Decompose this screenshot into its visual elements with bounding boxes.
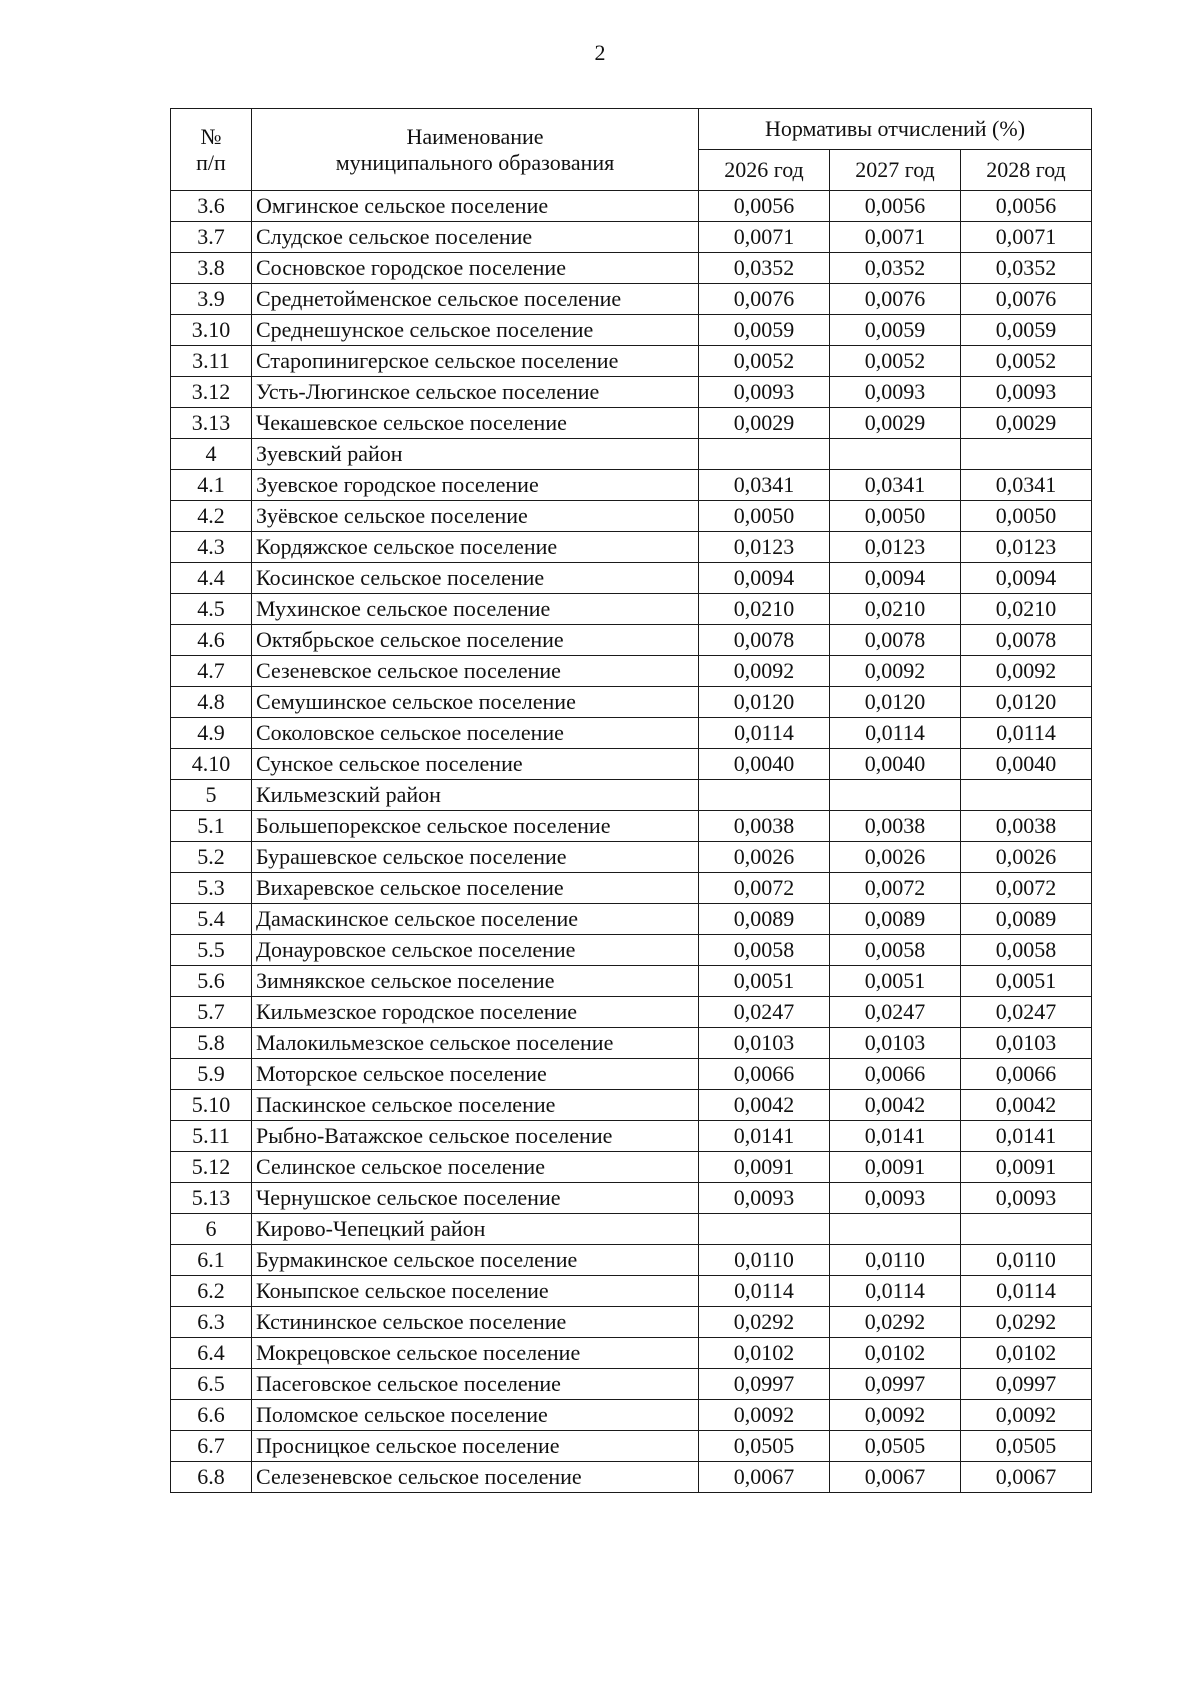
row-value-2028: 0,0050 bbox=[961, 501, 1092, 532]
row-value-2027: 0,0059 bbox=[830, 315, 961, 346]
table-row bbox=[171, 594, 1092, 625]
row-municipality-name: Зимнякское сельское поселение bbox=[252, 966, 699, 997]
table-row bbox=[171, 470, 1092, 501]
row-value-2026: 0,0103 bbox=[699, 1028, 830, 1059]
row-value-2028: 0,0094 bbox=[961, 563, 1092, 594]
row-value-2027: 0,0997 bbox=[830, 1369, 961, 1400]
row-value-2027: 0,0292 bbox=[830, 1307, 961, 1338]
table-row bbox=[171, 904, 1092, 935]
row-value-2027: 0,0110 bbox=[830, 1245, 961, 1276]
row-value-2027: 0,0093 bbox=[830, 1183, 961, 1214]
table-row bbox=[171, 1338, 1092, 1369]
row-value-2027: 0,0120 bbox=[830, 687, 961, 718]
row-number: 5.1 bbox=[171, 811, 252, 842]
table-row bbox=[171, 1276, 1092, 1307]
row-number: 4.9 bbox=[171, 718, 252, 749]
table-row bbox=[171, 935, 1092, 966]
row-municipality-name: Среднетойменское сельское поселение bbox=[252, 284, 699, 315]
row-number: 4 bbox=[171, 439, 252, 470]
row-municipality-name: Сезеневское сельское поселение bbox=[252, 656, 699, 687]
row-municipality-name: Моторское сельское поселение bbox=[252, 1059, 699, 1090]
row-value-2027: 0,0092 bbox=[830, 1400, 961, 1431]
row-value-2026: 0,0341 bbox=[699, 470, 830, 501]
row-municipality-name: Мухинское сельское поселение bbox=[252, 594, 699, 625]
row-value-2027: 0,0093 bbox=[830, 377, 961, 408]
row-number: 3.13 bbox=[171, 408, 252, 439]
row-municipality-name: Зуёвское сельское поселение bbox=[252, 501, 699, 532]
row-number: 6.8 bbox=[171, 1462, 252, 1493]
row-value-2027: 0,0040 bbox=[830, 749, 961, 780]
row-value-2027: 0,0091 bbox=[830, 1152, 961, 1183]
row-value-2028: 0,0092 bbox=[961, 656, 1092, 687]
table-row bbox=[171, 780, 1092, 811]
header-year-2027: 2027 год bbox=[830, 150, 961, 191]
row-value-2027: 0,0341 bbox=[830, 470, 961, 501]
table-row bbox=[171, 718, 1092, 749]
row-number: 6.5 bbox=[171, 1369, 252, 1400]
row-value-2026: 0,0110 bbox=[699, 1245, 830, 1276]
table-row bbox=[171, 656, 1092, 687]
row-number: 5.11 bbox=[171, 1121, 252, 1152]
row-municipality-name: Малокильмезское сельское поселение bbox=[252, 1028, 699, 1059]
row-municipality-name: Соколовское сельское поселение bbox=[252, 718, 699, 749]
row-municipality-name: Старопинигерское сельское поселение bbox=[252, 346, 699, 377]
row-municipality-name: Зуевский район bbox=[252, 439, 699, 470]
row-number: 3.8 bbox=[171, 253, 252, 284]
row-number: 4.3 bbox=[171, 532, 252, 563]
row-value-2027: 0,0114 bbox=[830, 1276, 961, 1307]
row-value-2027: 0,0038 bbox=[830, 811, 961, 842]
row-value-2028: 0,0038 bbox=[961, 811, 1092, 842]
row-municipality-name: Поломское сельское поселение bbox=[252, 1400, 699, 1431]
table-row bbox=[171, 997, 1092, 1028]
row-number: 5.12 bbox=[171, 1152, 252, 1183]
row-municipality-name: Сунское сельское поселение bbox=[252, 749, 699, 780]
row-value-2026: 0,0052 bbox=[699, 346, 830, 377]
row-value-2026: 0,0292 bbox=[699, 1307, 830, 1338]
row-value-2026: 0,0997 bbox=[699, 1369, 830, 1400]
row-number: 4.4 bbox=[171, 563, 252, 594]
row-number: 6.7 bbox=[171, 1431, 252, 1462]
table-row bbox=[171, 1245, 1092, 1276]
row-value-2028: 0,0076 bbox=[961, 284, 1092, 315]
row-value-2028: 0,0210 bbox=[961, 594, 1092, 625]
table-row bbox=[171, 687, 1092, 718]
row-value-2026: 0,0102 bbox=[699, 1338, 830, 1369]
norms-table bbox=[170, 108, 1092, 1493]
table-row bbox=[171, 408, 1092, 439]
row-municipality-name: Большепорекское сельское поселение bbox=[252, 811, 699, 842]
row-value-2027: 0,0076 bbox=[830, 284, 961, 315]
row-value-2027: 0,0210 bbox=[830, 594, 961, 625]
row-value-2026: 0,0092 bbox=[699, 1400, 830, 1431]
row-municipality-name: Просницкое сельское поселение bbox=[252, 1431, 699, 1462]
row-value-2027: 0,0103 bbox=[830, 1028, 961, 1059]
row-value-2026: 0,0050 bbox=[699, 501, 830, 532]
row-number: 3.12 bbox=[171, 377, 252, 408]
row-value-2028: 0,0292 bbox=[961, 1307, 1092, 1338]
row-value-2028 bbox=[961, 1214, 1092, 1245]
row-value-2027: 0,0141 bbox=[830, 1121, 961, 1152]
row-value-2026: 0,0123 bbox=[699, 532, 830, 563]
row-value-2028: 0,0026 bbox=[961, 842, 1092, 873]
row-value-2026: 0,0092 bbox=[699, 656, 830, 687]
row-number: 3.6 bbox=[171, 191, 252, 222]
row-value-2027: 0,0114 bbox=[830, 718, 961, 749]
row-value-2027: 0,0050 bbox=[830, 501, 961, 532]
row-municipality-name: Селезеневское сельское поселение bbox=[252, 1462, 699, 1493]
row-value-2028: 0,0102 bbox=[961, 1338, 1092, 1369]
row-number: 5.7 bbox=[171, 997, 252, 1028]
header-year-2028: 2028 год bbox=[961, 150, 1092, 191]
row-value-2026: 0,0066 bbox=[699, 1059, 830, 1090]
row-value-2027 bbox=[830, 439, 961, 470]
row-value-2027: 0,0066 bbox=[830, 1059, 961, 1090]
table-row bbox=[171, 749, 1092, 780]
row-number: 5.6 bbox=[171, 966, 252, 997]
table-row bbox=[171, 253, 1092, 284]
row-value-2026: 0,0026 bbox=[699, 842, 830, 873]
table-row bbox=[171, 1307, 1092, 1338]
row-municipality-name: Сосновское городское поселение bbox=[252, 253, 699, 284]
table-row bbox=[171, 1400, 1092, 1431]
row-municipality-name: Зуевское городское поселение bbox=[252, 470, 699, 501]
row-number: 6 bbox=[171, 1214, 252, 1245]
row-value-2028: 0,0093 bbox=[961, 1183, 1092, 1214]
header-name-line2: муниципального образования bbox=[335, 149, 615, 175]
row-municipality-name: Усть-Люгинское сельское поселение bbox=[252, 377, 699, 408]
header-number-line1: № bbox=[200, 123, 222, 149]
row-value-2028: 0,0091 bbox=[961, 1152, 1092, 1183]
row-value-2027: 0,0067 bbox=[830, 1462, 961, 1493]
table-row bbox=[171, 1431, 1092, 1462]
row-municipality-name: Паскинское сельское поселение bbox=[252, 1090, 699, 1121]
row-value-2027: 0,0071 bbox=[830, 222, 961, 253]
row-value-2026: 0,0042 bbox=[699, 1090, 830, 1121]
table-row bbox=[171, 563, 1092, 594]
row-municipality-name: Октябрьское сельское поселение bbox=[252, 625, 699, 656]
row-number: 6.2 bbox=[171, 1276, 252, 1307]
row-value-2026 bbox=[699, 1214, 830, 1245]
row-value-2026: 0,0093 bbox=[699, 377, 830, 408]
row-value-2026: 0,0094 bbox=[699, 563, 830, 594]
row-value-2027: 0,0026 bbox=[830, 842, 961, 873]
row-value-2028 bbox=[961, 439, 1092, 470]
row-value-2026: 0,0056 bbox=[699, 191, 830, 222]
row-number: 5.3 bbox=[171, 873, 252, 904]
table-row bbox=[171, 1028, 1092, 1059]
row-value-2026 bbox=[699, 780, 830, 811]
row-value-2028: 0,0058 bbox=[961, 935, 1092, 966]
header-year-2026: 2026 год bbox=[699, 150, 830, 191]
row-value-2026: 0,0091 bbox=[699, 1152, 830, 1183]
table-header bbox=[171, 109, 1092, 191]
header-number bbox=[171, 109, 252, 191]
row-value-2028: 0,0141 bbox=[961, 1121, 1092, 1152]
row-municipality-name: Косинское сельское поселение bbox=[252, 563, 699, 594]
row-municipality-name: Кильмезский район bbox=[252, 780, 699, 811]
row-municipality-name: Селинское сельское поселение bbox=[252, 1152, 699, 1183]
row-value-2027: 0,0094 bbox=[830, 563, 961, 594]
row-value-2028: 0,0247 bbox=[961, 997, 1092, 1028]
row-municipality-name: Чернушское сельское поселение bbox=[252, 1183, 699, 1214]
row-value-2028: 0,0103 bbox=[961, 1028, 1092, 1059]
row-value-2028: 0,0056 bbox=[961, 191, 1092, 222]
row-value-2026: 0,0076 bbox=[699, 284, 830, 315]
row-municipality-name: Кирово-Чепецкий район bbox=[252, 1214, 699, 1245]
row-value-2026: 0,0071 bbox=[699, 222, 830, 253]
row-municipality-name: Вихаревское сельское поселение bbox=[252, 873, 699, 904]
row-value-2027: 0,0078 bbox=[830, 625, 961, 656]
table-row bbox=[171, 439, 1092, 470]
row-value-2027: 0,0072 bbox=[830, 873, 961, 904]
row-value-2026: 0,0141 bbox=[699, 1121, 830, 1152]
row-value-2026: 0,0051 bbox=[699, 966, 830, 997]
table-row bbox=[171, 1090, 1092, 1121]
row-value-2028: 0,0078 bbox=[961, 625, 1092, 656]
row-municipality-name: Бурашевское сельское поселение bbox=[252, 842, 699, 873]
table-row bbox=[171, 1183, 1092, 1214]
row-number: 4.10 bbox=[171, 749, 252, 780]
row-number: 4.6 bbox=[171, 625, 252, 656]
header-name bbox=[252, 109, 699, 191]
row-number: 4.8 bbox=[171, 687, 252, 718]
row-value-2028: 0,0341 bbox=[961, 470, 1092, 501]
table-row bbox=[171, 966, 1092, 997]
row-value-2027 bbox=[830, 780, 961, 811]
row-value-2027: 0,0352 bbox=[830, 253, 961, 284]
row-value-2028: 0,0059 bbox=[961, 315, 1092, 346]
row-municipality-name: Семушинское сельское поселение bbox=[252, 687, 699, 718]
row-municipality-name: Среднешунское сельское поселение bbox=[252, 315, 699, 346]
row-value-2028: 0,0352 bbox=[961, 253, 1092, 284]
row-value-2028: 0,0029 bbox=[961, 408, 1092, 439]
row-municipality-name: Кордяжское сельское поселение bbox=[252, 532, 699, 563]
row-value-2026: 0,0352 bbox=[699, 253, 830, 284]
row-municipality-name: Кстининское сельское поселение bbox=[252, 1307, 699, 1338]
row-number: 6.3 bbox=[171, 1307, 252, 1338]
row-value-2027: 0,0052 bbox=[830, 346, 961, 377]
row-value-2027: 0,0029 bbox=[830, 408, 961, 439]
row-value-2028: 0,0040 bbox=[961, 749, 1092, 780]
table-row bbox=[171, 315, 1092, 346]
header-name-line1: Наименование bbox=[406, 123, 544, 149]
table-row bbox=[171, 191, 1092, 222]
table-row bbox=[171, 346, 1092, 377]
row-value-2026: 0,0120 bbox=[699, 687, 830, 718]
row-municipality-name: Рыбно-Ватажское сельское поселение bbox=[252, 1121, 699, 1152]
row-value-2028: 0,0066 bbox=[961, 1059, 1092, 1090]
row-value-2026: 0,0038 bbox=[699, 811, 830, 842]
row-number: 6.6 bbox=[171, 1400, 252, 1431]
row-value-2027: 0,0102 bbox=[830, 1338, 961, 1369]
row-value-2026: 0,0072 bbox=[699, 873, 830, 904]
row-number: 3.10 bbox=[171, 315, 252, 346]
row-value-2026: 0,0089 bbox=[699, 904, 830, 935]
row-number: 4.2 bbox=[171, 501, 252, 532]
row-value-2028: 0,0089 bbox=[961, 904, 1092, 935]
row-number: 5.2 bbox=[171, 842, 252, 873]
row-value-2026: 0,0029 bbox=[699, 408, 830, 439]
row-value-2028: 0,0120 bbox=[961, 687, 1092, 718]
row-value-2028: 0,0093 bbox=[961, 377, 1092, 408]
row-value-2027: 0,0089 bbox=[830, 904, 961, 935]
row-value-2026: 0,0059 bbox=[699, 315, 830, 346]
row-value-2028: 0,0072 bbox=[961, 873, 1092, 904]
row-value-2028: 0,0067 bbox=[961, 1462, 1092, 1493]
row-value-2027: 0,0051 bbox=[830, 966, 961, 997]
table-row bbox=[171, 222, 1092, 253]
row-number: 5.9 bbox=[171, 1059, 252, 1090]
row-value-2027: 0,0505 bbox=[830, 1431, 961, 1462]
table-body bbox=[171, 191, 1092, 1493]
row-number: 6.1 bbox=[171, 1245, 252, 1276]
row-municipality-name: Мокрецовское сельское поселение bbox=[252, 1338, 699, 1369]
row-municipality-name: Коныпское сельское поселение bbox=[252, 1276, 699, 1307]
page-number: 2 bbox=[594, 40, 606, 65]
table-row bbox=[171, 284, 1092, 315]
row-municipality-name: Омгинское сельское поселение bbox=[252, 191, 699, 222]
row-municipality-name: Кильмезское городское поселение bbox=[252, 997, 699, 1028]
row-value-2028: 0,0505 bbox=[961, 1431, 1092, 1462]
row-number: 4.7 bbox=[171, 656, 252, 687]
table-row bbox=[171, 1152, 1092, 1183]
row-value-2026 bbox=[699, 439, 830, 470]
row-value-2026: 0,0093 bbox=[699, 1183, 830, 1214]
row-number: 5 bbox=[171, 780, 252, 811]
table-row bbox=[171, 1214, 1092, 1245]
row-number: 4.5 bbox=[171, 594, 252, 625]
row-municipality-name: Бурмакинское сельское поселение bbox=[252, 1245, 699, 1276]
row-value-2028: 0,0051 bbox=[961, 966, 1092, 997]
row-number: 3.11 bbox=[171, 346, 252, 377]
row-number: 4.1 bbox=[171, 470, 252, 501]
row-value-2028: 0,0123 bbox=[961, 532, 1092, 563]
row-number: 5.13 bbox=[171, 1183, 252, 1214]
row-number: 5.4 bbox=[171, 904, 252, 935]
row-value-2026: 0,0505 bbox=[699, 1431, 830, 1462]
row-municipality-name: Дамаскинское сельское поселение bbox=[252, 904, 699, 935]
row-number: 5.5 bbox=[171, 935, 252, 966]
row-value-2028: 0,0042 bbox=[961, 1090, 1092, 1121]
row-value-2027: 0,0092 bbox=[830, 656, 961, 687]
row-number: 5.10 bbox=[171, 1090, 252, 1121]
table-row bbox=[171, 842, 1092, 873]
row-value-2026: 0,0114 bbox=[699, 1276, 830, 1307]
table-row bbox=[171, 377, 1092, 408]
row-value-2028: 0,0052 bbox=[961, 346, 1092, 377]
table-row bbox=[171, 625, 1092, 656]
row-number: 5.8 bbox=[171, 1028, 252, 1059]
table-row bbox=[171, 1369, 1092, 1400]
row-number: 3.7 bbox=[171, 222, 252, 253]
table-row bbox=[171, 873, 1092, 904]
row-value-2028: 0,0114 bbox=[961, 718, 1092, 749]
row-value-2026: 0,0210 bbox=[699, 594, 830, 625]
table-row bbox=[171, 1059, 1092, 1090]
row-value-2027: 0,0123 bbox=[830, 532, 961, 563]
row-value-2026: 0,0247 bbox=[699, 997, 830, 1028]
row-value-2028: 0,0997 bbox=[961, 1369, 1092, 1400]
row-municipality-name: Донауровское сельское поселение bbox=[252, 935, 699, 966]
row-municipality-name: Пасеговское сельское поселение bbox=[252, 1369, 699, 1400]
row-value-2027: 0,0058 bbox=[830, 935, 961, 966]
row-value-2026: 0,0040 bbox=[699, 749, 830, 780]
row-value-2028: 0,0114 bbox=[961, 1276, 1092, 1307]
table-row bbox=[171, 1121, 1092, 1152]
row-value-2026: 0,0067 bbox=[699, 1462, 830, 1493]
row-value-2028 bbox=[961, 780, 1092, 811]
row-value-2028: 0,0071 bbox=[961, 222, 1092, 253]
row-value-2028: 0,0092 bbox=[961, 1400, 1092, 1431]
row-value-2027 bbox=[830, 1214, 961, 1245]
table-row bbox=[171, 501, 1092, 532]
row-number: 6.4 bbox=[171, 1338, 252, 1369]
row-municipality-name: Слудское сельское поселение bbox=[252, 222, 699, 253]
row-value-2027: 0,0056 bbox=[830, 191, 961, 222]
row-value-2026: 0,0058 bbox=[699, 935, 830, 966]
row-municipality-name: Чекашевское сельское поселение bbox=[252, 408, 699, 439]
row-value-2027: 0,0247 bbox=[830, 997, 961, 1028]
row-value-2027: 0,0042 bbox=[830, 1090, 961, 1121]
header-number-line2: п/п bbox=[196, 149, 226, 175]
table-row bbox=[171, 811, 1092, 842]
row-value-2028: 0,0110 bbox=[961, 1245, 1092, 1276]
row-value-2026: 0,0114 bbox=[699, 718, 830, 749]
table-row bbox=[171, 532, 1092, 563]
row-number: 3.9 bbox=[171, 284, 252, 315]
header-norms-title: Нормативы отчислений (%) bbox=[699, 109, 1092, 150]
row-value-2026: 0,0078 bbox=[699, 625, 830, 656]
table-row bbox=[171, 1462, 1092, 1493]
